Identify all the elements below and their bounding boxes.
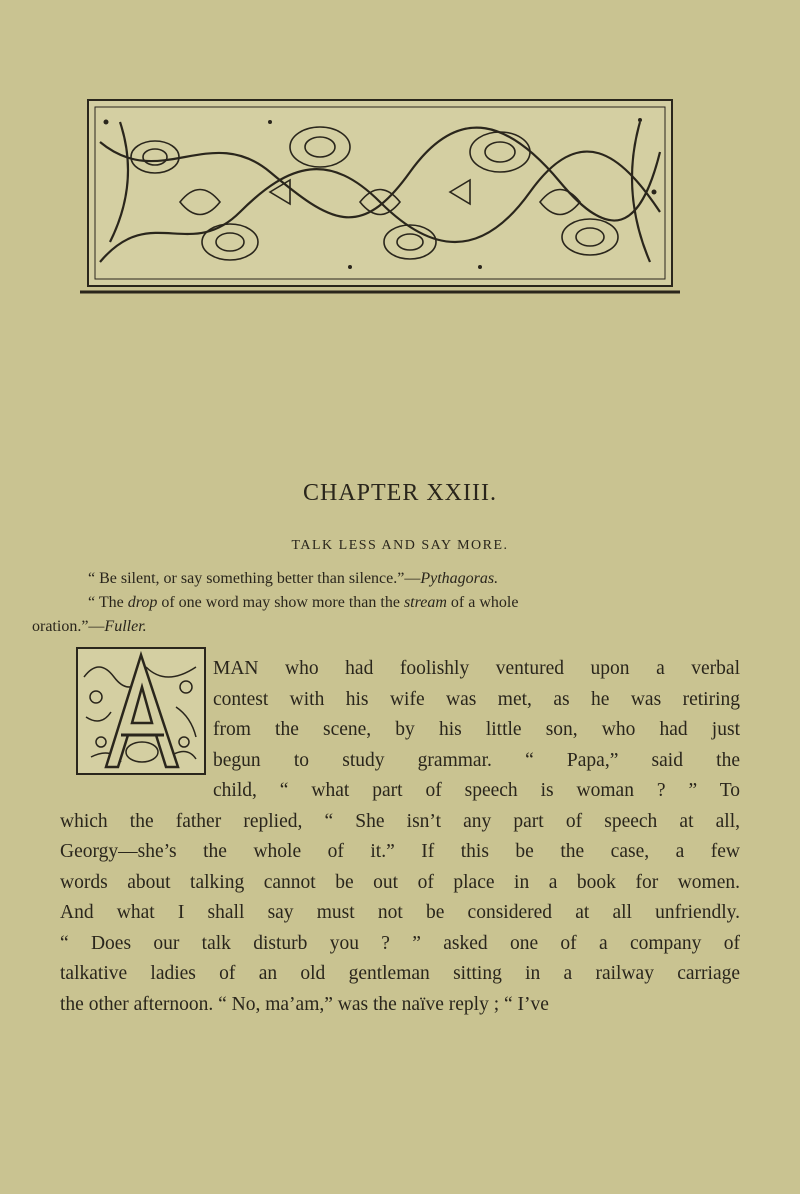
epigraph-emphasis: drop	[127, 594, 158, 611]
body-line: “ Does our talk disturb you ? ” asked one of a company of	[60, 932, 740, 954]
body-line: MAN who had foolishly ventured upon a verbal	[213, 658, 740, 679]
ornamental-headpiece	[80, 92, 680, 297]
body-line: from the scene, by his little son, who had just	[213, 719, 740, 740]
epigraph-author: Pythagoras.	[420, 570, 499, 587]
body-line: the other afternoon. “ No, ma’am,” was the naïve reply ; “ I’ve	[60, 993, 549, 1015]
epigraph-emphasis: stream	[403, 594, 447, 611]
body-line: child, “ what part of speech is woman ? ” To	[213, 780, 740, 801]
epigraph-author: Fuller.	[104, 618, 147, 635]
epigraph-text: of one word may show more than the	[157, 594, 404, 611]
body-line: begun to study grammar. “ Papa,” said the	[213, 749, 740, 771]
epigraph	[32, 591, 740, 639]
body-line: Georgy—she’s the whole of it.” If this be the case, a few	[60, 841, 740, 862]
epigraph-dash: —	[404, 570, 421, 587]
epigraph-dash: —	[88, 618, 105, 635]
body-line: talkative ladies of an old gentleman sitting in a railway carriage	[60, 963, 740, 984]
epigraph	[88, 567, 728, 591]
epigraph-quote: “ Be silent, or say something better than silence.”	[88, 570, 405, 587]
body-text	[60, 654, 740, 1020]
chapter-title: CHAPTER XXIII.	[303, 480, 497, 506]
epigraph-text: of a whole	[446, 594, 519, 611]
chapter-subtitle: TALK LESS AND SAY MORE.	[291, 538, 509, 553]
epigraph-text: “ The	[88, 594, 128, 611]
body-line: words about talking cannot be out of place in a book for women.	[60, 871, 740, 893]
body-line: contest with his wife was met, as he was retiring	[213, 688, 740, 710]
body-line: And what I shall say must not be considered at all unfriendly.	[60, 902, 740, 923]
epigraph-text: oration.”	[32, 618, 89, 635]
body-line: which the father replied, “ She isn’t any part of speech at all,	[60, 810, 740, 832]
